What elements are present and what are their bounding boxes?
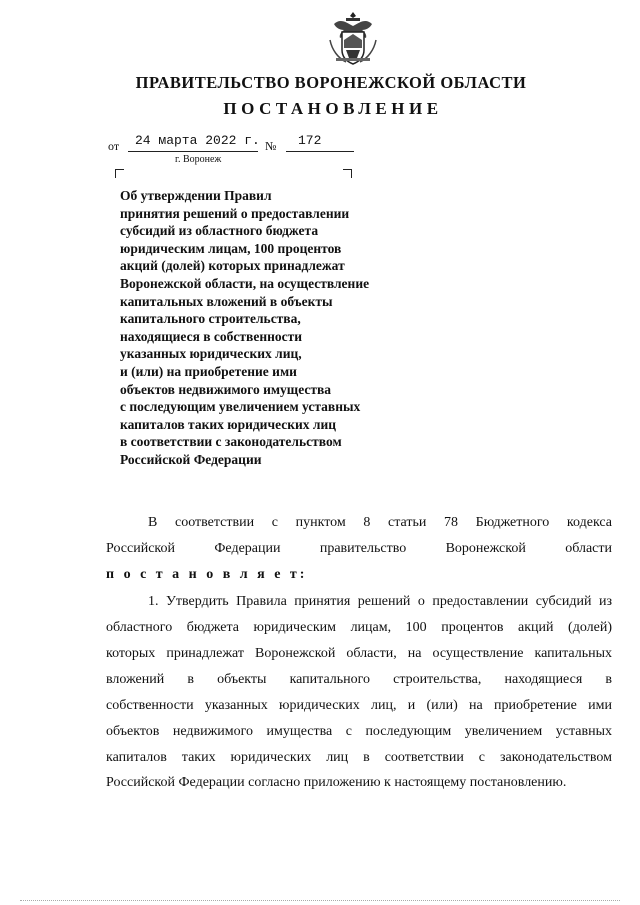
organization-title: ПРАВИТЕЛЬСТВО ВОРОНЕЖСКОЙ ОБЛАСТИ <box>135 73 527 92</box>
item-line: капиталов таких юридических лиц в соответствии с законодательством <box>106 750 612 765</box>
date-number-row <box>108 133 368 153</box>
subject-bracket-left <box>115 169 124 178</box>
subject-line: находящиеся в собственности <box>120 328 303 344</box>
resolves-word: п о с т а н о в л я е т: <box>106 567 308 582</box>
subject-line: объектов недвижимого имущества <box>120 381 332 397</box>
item-line: объектов недвижимого имущества с последующим увеличением уставных <box>106 724 612 739</box>
subject-line: Российской Федерации <box>120 451 262 467</box>
item-line: собственности указанных юридических лиц, и (или) на приобретение ими <box>106 698 612 713</box>
subject-bracket-right <box>343 169 352 178</box>
item-line: областного бюджета юридическим лицам, 100 процентов акций (долей) <box>106 620 612 635</box>
subject-line: капиталов таких юридических лиц <box>120 416 337 432</box>
date-underline <box>128 151 258 152</box>
preamble-line: В соответствии с пунктом 8 статьи 78 Бюджетного кодекса <box>148 515 612 530</box>
subject-line: юридическим лицам, 100 процентов <box>120 240 342 256</box>
subject-line: капитального строительства, <box>120 311 301 327</box>
document-number: 172 <box>298 133 322 148</box>
subject-line: капитальных вложений в объекты <box>120 293 333 309</box>
subject-line: Об утверждении Правил <box>120 188 272 203</box>
subject-line: с последующим увеличением уставных <box>120 399 361 415</box>
document-date: 24 марта 2022 г. <box>135 133 260 148</box>
item-line: Российской Федерации согласно приложению к настоящему постановлению. <box>106 775 567 790</box>
item-line: 1. Утвердить Правила принятия решений о предоставлении субсидий из <box>148 594 612 609</box>
subject-line: Воронежской области, на осуществление <box>120 275 370 291</box>
item-line: которых принадлежат Воронежской области, на осуществление капитальных <box>106 646 612 661</box>
subject-line: в соответствии с законодательством <box>120 434 342 450</box>
document-type: ПОСТАНОВЛЕНИЕ <box>223 99 443 118</box>
subject-line: принятия решений о предоставлении <box>120 205 350 221</box>
number-underline <box>286 151 354 152</box>
preamble-line: Российской Федерации правительство Воронежской области <box>106 541 612 556</box>
city: г. Воронеж <box>175 154 222 165</box>
subject-line: указанных юридических лиц, <box>120 346 302 362</box>
document-subject <box>120 187 420 469</box>
date-prefix: от <box>108 139 120 153</box>
item-line: вложений в объекты капитального строительства, находящиеся в <box>106 672 612 687</box>
subject-line: акций (долей) которых принадлежат <box>120 258 345 274</box>
subject-line: и (или) на приобретение ими <box>120 363 297 379</box>
coat-of-arms-emblem <box>326 10 380 68</box>
subject-line: субсидий из областного бюджета <box>120 223 319 239</box>
page-footer-divider <box>20 900 620 901</box>
number-prefix: № <box>265 139 277 153</box>
